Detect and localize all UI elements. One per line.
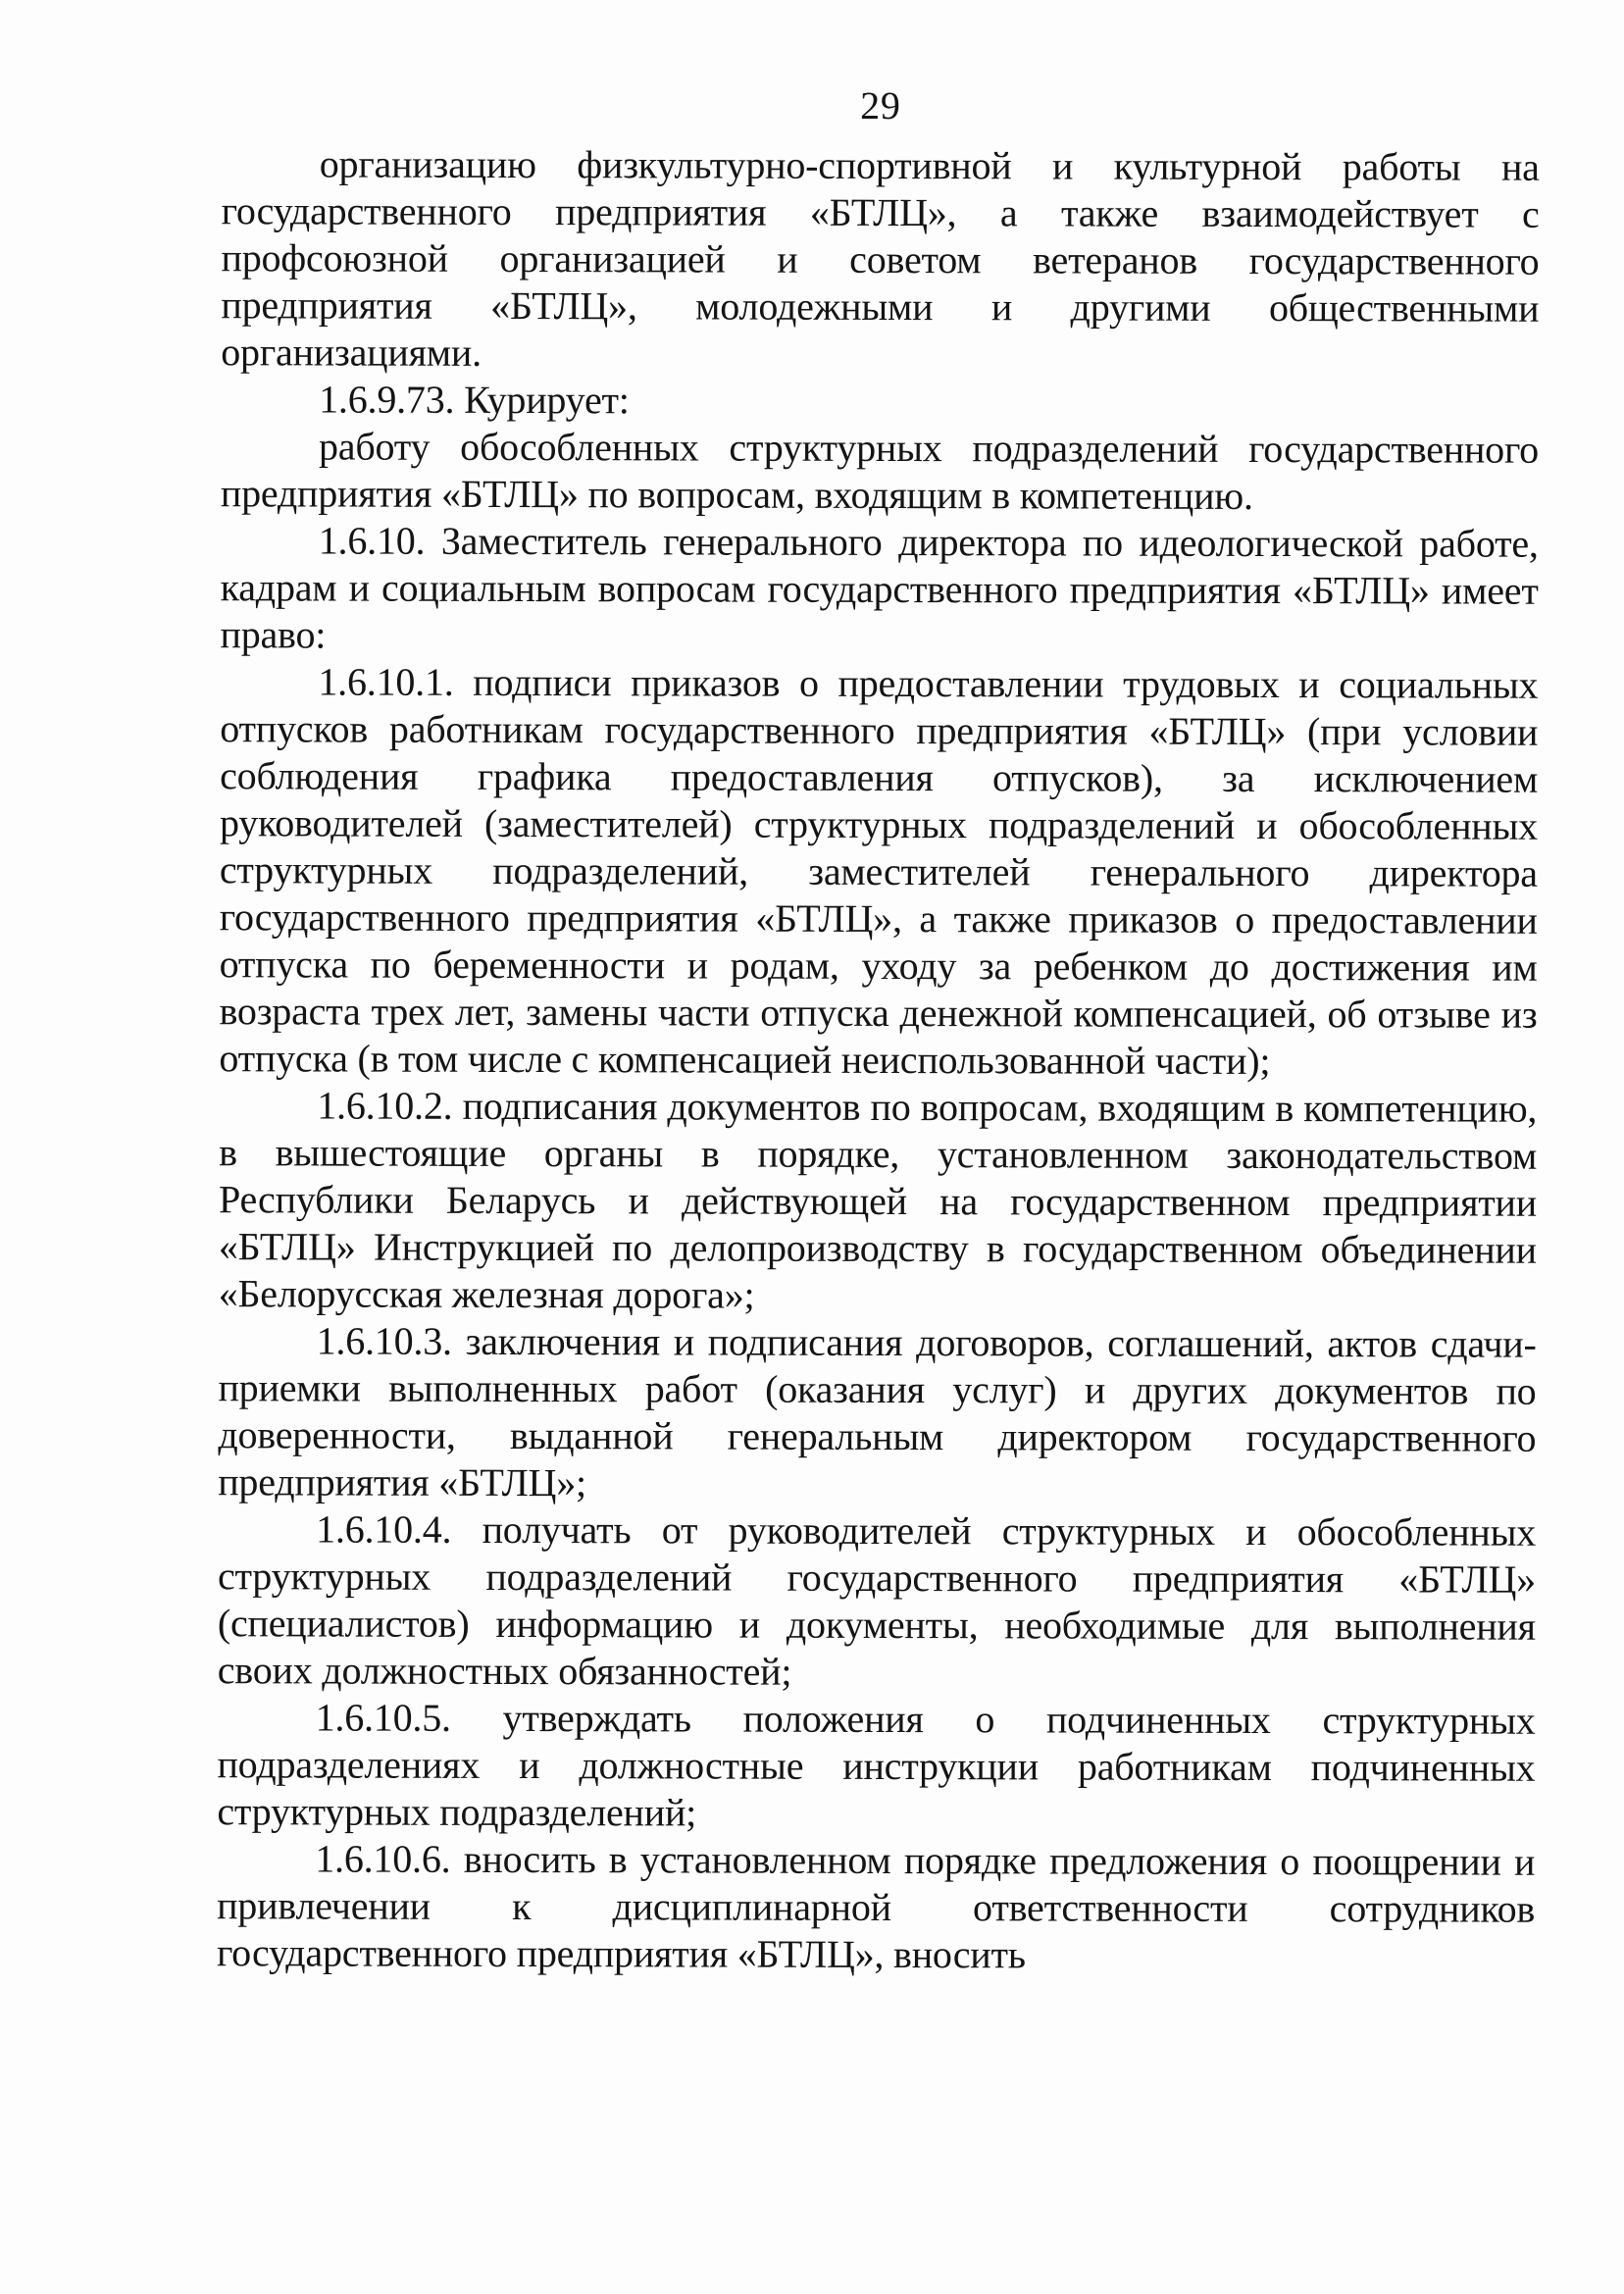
paragraph: 1.6.10.5. утверждать положения о подчиненных структурных подразделениях и должностные инструкции работникам подчиненных структурных подразделений; [217, 1695, 1536, 1835]
paragraph: 1.6.10.1. подписи приказов о предоставлении трудовых и социальных отпусков работникам государственного предприятия «БТЛЦ» (при условии соблюдения графика предоставления отпусков), за исключением руководителей (заместителей) структурных подразделений и обособленных структурных подразделений, заместителей генерального директора государственного предприятия «БТЛЦ», а также приказов о предоставлении отпуска по беременности и родам, уходу за ребенком до достижения им возраста трех лет, замены части отпуска денежной компенсацией, об отзыве из отпуска (в том числе с компенсацией неиспользованной части); [219, 659, 1539, 1084]
paragraph: 1.6.10.2. подписания документов по вопросам, входящим в компетенцию, в вышестоящие органы в порядке, установленном законодательством Республики Беларусь и действующей на государственном предприятии «БТЛЦ» Инструкцией по делопроизводству в государственном объединении «Белорусская железная дорога»; [218, 1083, 1538, 1317]
page-number: 29 [860, 82, 901, 128]
paragraph: 1.6.10.3. заключения и подписания договоров, соглашений, актов сдачи-приемки выполненных работ (оказания услуг) и других документов по доверенности, выданной генеральным директором государственного предприятия «БТЛЦ»; [218, 1318, 1537, 1505]
paragraph: 1.6.10. Заместитель генерального директора по идеологической работе, кадрам и социальным вопросам государственного предприятия «БТЛЦ» имеет право: [220, 518, 1539, 657]
paragraph: 1.6.10.4. получать от руководителей структурных и обособленных структурных подразделений государственного предприятия «БТЛЦ» (специалистов) информацию и документы, необходимые для выполнения своих должностных обязанностей; [217, 1506, 1537, 1694]
paragraph: 1.6.10.6. вносить в установленном порядке предложения о поощрении и привлечении к дисциплинарной ответственности сотрудников государственного предприятия «БТЛЦ», вносить [216, 1836, 1536, 1977]
paragraph: работу обособленных структурных подразделений государственного предприятия «БТЛЦ» по вопросам, входящим в компетенцию. [220, 424, 1540, 518]
paragraph: 1.6.9.73. Курирует: [319, 377, 630, 423]
page-content [217, 80, 1540, 1980]
paragraph: организацию физкультурно-спортивной и культурной работы на государственного предприятия «БТЛЦ», а также взаимодействует с профсоюзной организацией и советом ветеранов государственного предприятия «БТЛЦ», молодежными и другими общественными организациями. [221, 141, 1540, 375]
